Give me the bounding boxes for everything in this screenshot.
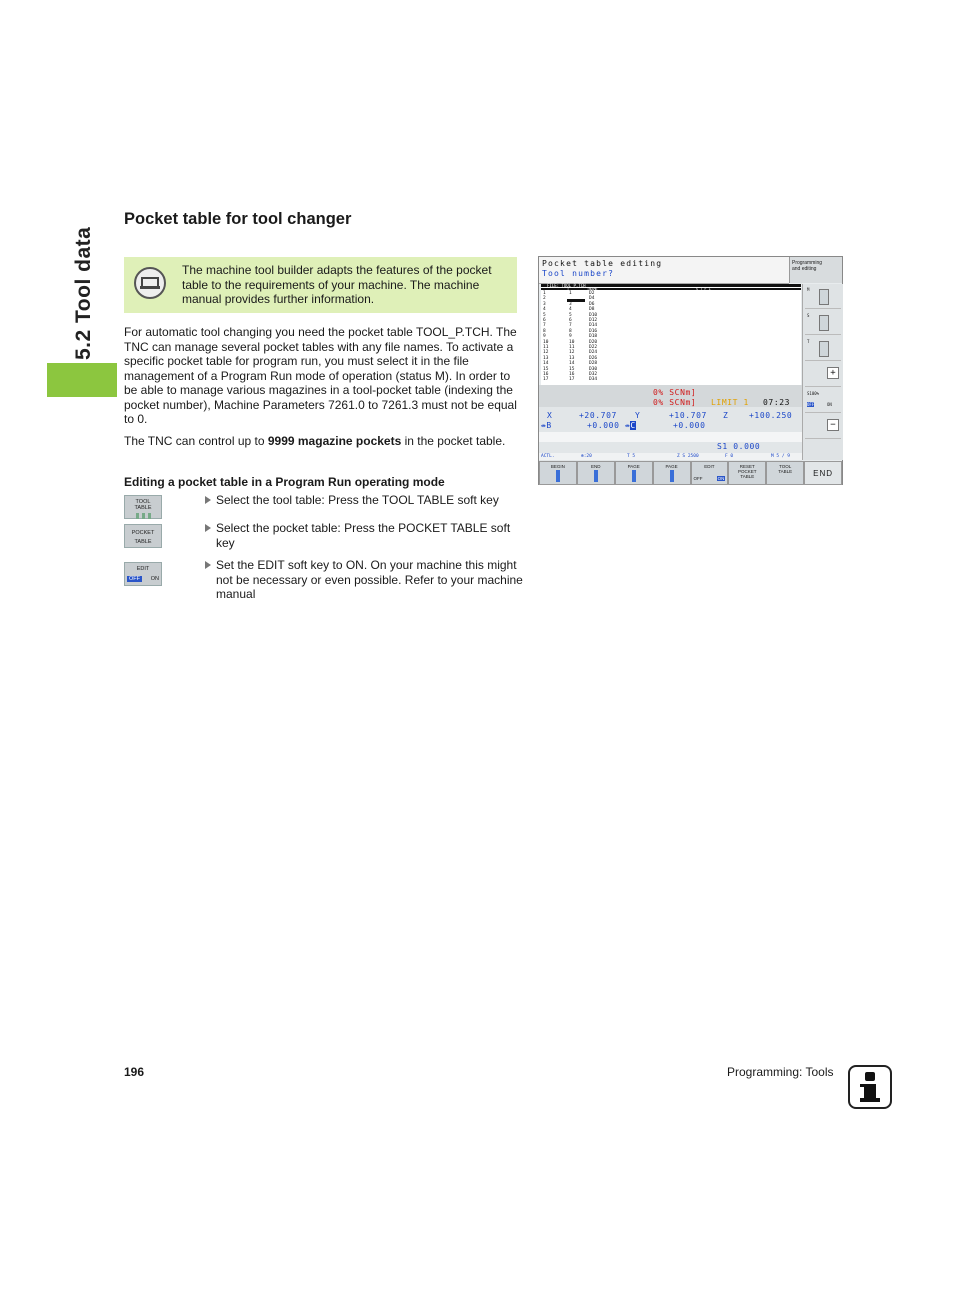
table-cell: 2	[543, 296, 546, 302]
table-cell: D8	[589, 307, 595, 313]
section-title: Pocket table for tool changer	[124, 210, 352, 228]
paragraph-magazine-pockets	[124, 434, 519, 449]
table-cell: 13	[543, 355, 549, 361]
table-cell: D32	[589, 372, 598, 377]
table-cell: 7	[569, 323, 572, 329]
y-label: Y	[635, 411, 641, 420]
c-value: +0.000	[673, 421, 706, 430]
spindle-icon	[819, 289, 829, 305]
pocket-table-softkey-l1: POCKET	[131, 530, 155, 536]
table-cell: 17	[543, 377, 549, 383]
pocket-table-grid	[541, 284, 801, 385]
screen-softkey-row	[539, 461, 842, 485]
arrow-up-icon	[556, 470, 560, 482]
table-cell: 13	[569, 355, 575, 361]
page-number: 196	[124, 1065, 145, 1079]
tool-change-icon	[819, 341, 829, 357]
mode-indicator	[789, 257, 842, 283]
x-value: +20.707	[579, 411, 617, 420]
table-cell: 15	[569, 366, 575, 372]
screen-header-line2: Tool number?	[542, 269, 615, 278]
table-cell: 4	[543, 307, 546, 313]
pocket-table-softkey[interactable]	[124, 524, 162, 548]
file-label: FILE: TOOL_P.TCH	[547, 283, 586, 288]
status-z: Z S 2500	[677, 454, 699, 459]
c-label: ↮C	[625, 421, 636, 430]
table-row[interactable]	[541, 378, 641, 383]
tool-icon	[819, 315, 829, 331]
table-row[interactable]	[541, 362, 641, 367]
side-key-m[interactable]: M	[805, 286, 841, 309]
tool-icons	[125, 513, 161, 519]
sk-reset-pocket-table[interactable]: RESET POCKET TABLE	[728, 461, 766, 485]
table-cell: 11	[543, 345, 549, 350]
sk-page-up[interactable]: PAGE	[615, 461, 653, 485]
side-key-plus[interactable]	[805, 364, 841, 387]
chapter-tab-marker	[47, 363, 117, 397]
limit-indicator: LIMIT 1	[711, 398, 749, 407]
status-f: F 0	[725, 454, 734, 459]
tool-table-softkey[interactable]	[124, 495, 162, 519]
spindle-speed: S1 0.000	[717, 442, 761, 451]
sk-begin[interactable]: BEGIN	[539, 461, 577, 485]
y-value: +10.707	[669, 411, 707, 420]
edit-on: ON	[150, 576, 159, 582]
side-key-minus[interactable]	[805, 416, 841, 439]
z-label: Z	[723, 411, 729, 420]
x-label: X	[547, 411, 553, 420]
table-cell: 12	[569, 350, 575, 356]
table-cell: D6	[589, 301, 595, 307]
side-key-t[interactable]: T	[805, 338, 841, 361]
z-value: +100.250	[749, 411, 793, 420]
feed-override-2: 0% SCNm]	[653, 398, 697, 407]
b-label: ↮B	[541, 421, 552, 430]
table-cell: 15	[543, 366, 549, 372]
side-key-s[interactable]: S	[805, 312, 841, 335]
pocket-table-softkey-l2: TABLE	[134, 539, 152, 545]
table-cell: 6	[543, 318, 546, 323]
table-cell: 8	[569, 328, 572, 334]
status-actl: ACTL.	[541, 454, 555, 459]
page-up-icon	[632, 470, 636, 482]
table-cell: 1	[569, 291, 572, 296]
sk-end-arrow[interactable]: END	[577, 461, 615, 485]
minus-icon: −	[827, 419, 839, 431]
right-side-softkeys	[802, 284, 843, 460]
table-cell: D18	[589, 334, 598, 340]
paragraph-pocket-table: For automatic tool changing you need the pocket table TOOL_P.TCH. The TNC can manage several pocket tables with any file names. To activate a specific pocket table for program run, you must select it in the file management of a Program Run mode of operation (status M). In order to be able to manage various magazines in a tool-pocket table (indexing the pocket number), Machine Parameters 7261.0 to 7261.3 must not be equal to 0.	[124, 325, 517, 426]
table-cell: D34	[589, 377, 598, 383]
page-down-icon	[670, 470, 674, 482]
table-cell: D4	[589, 296, 595, 302]
table-row[interactable]	[541, 335, 641, 340]
table-cell: D26	[589, 355, 598, 361]
status-sense: ⊛: 20	[581, 454, 592, 459]
sk-end[interactable]: END	[804, 461, 842, 485]
table-cell: 17	[569, 377, 575, 383]
table-cell: 14	[569, 361, 575, 367]
status-bar	[539, 453, 802, 460]
table-row[interactable]	[541, 308, 641, 313]
screen-header-line1: Pocket table editing	[542, 259, 663, 268]
edit-softkey[interactable]	[124, 562, 162, 586]
position-display	[539, 385, 802, 461]
p2-bold: 9999 magazine pockets	[267, 434, 402, 448]
side-key-s100[interactable]: S100% OFF ON	[805, 390, 841, 413]
table-cell: D20	[589, 339, 598, 345]
table-cell: D24	[589, 350, 598, 356]
clock: 07:23	[763, 398, 791, 407]
table-cell: 7	[543, 323, 546, 329]
table-cell: 11	[569, 345, 575, 350]
step-1: Select the tool table: Press the TOOL TABLE soft key	[205, 493, 523, 508]
table-cell: D10	[589, 312, 598, 318]
table-cell: 10	[569, 339, 575, 345]
table-cell: 3	[569, 301, 572, 307]
table-cell: 12	[543, 350, 549, 356]
table-cell: D12	[589, 318, 598, 323]
plus-icon: +	[827, 367, 839, 379]
table-cell: D30	[589, 366, 598, 372]
col-stfl: S T F L	[696, 287, 711, 291]
feed-override-1: 0% SCNm]	[653, 388, 697, 397]
footer-section: Programming: Tools	[727, 1065, 834, 1079]
table-cell: 5	[569, 312, 572, 318]
table-cell: D2	[589, 291, 595, 296]
subsection-title: Editing a pocket table in a Program Run operating mode	[124, 475, 445, 489]
table-cell: D22	[589, 345, 598, 350]
tool-table-softkey-l1: TOOL	[135, 499, 151, 505]
table-cell: 14	[543, 361, 549, 367]
table-cell: 5	[543, 312, 546, 318]
machine-note	[124, 257, 517, 313]
sk-page-down[interactable]: PAGE	[653, 461, 691, 485]
table-cell: D28	[589, 361, 598, 367]
screen-header	[539, 257, 789, 284]
p2-before: The TNC can control up to	[124, 434, 268, 448]
mode-line1: Programming	[792, 260, 823, 266]
status-m: M 5 / 9	[771, 454, 790, 459]
table-cell: 1	[543, 291, 546, 296]
table-cell: 3	[543, 301, 546, 307]
b-value: +0.000	[587, 421, 620, 430]
table-cell: 6	[569, 318, 572, 323]
step-3: Set the EDIT soft key to ON. On your machine this might not be necessary or even possible. Refer to your machine manual	[205, 558, 523, 602]
col-t: T	[567, 287, 570, 291]
sk-tool-table[interactable]: TOOL TABLE	[766, 461, 804, 485]
status-t: T 5	[627, 454, 636, 459]
chapter-side-title	[72, 212, 102, 360]
arrow-down-icon	[594, 470, 598, 482]
info-icon	[848, 1065, 892, 1109]
chapter-title-text: 5.2 Tool data	[72, 226, 95, 360]
table-cell: 10	[543, 339, 549, 345]
p2-after: in the pocket table.	[401, 434, 506, 448]
table-cell: D16	[589, 328, 598, 334]
sk-edit[interactable]: EDIT OFF ON	[691, 461, 729, 485]
table-cell: 9	[543, 334, 546, 340]
edit-softkey-label: EDIT	[136, 566, 150, 572]
tool-table-softkey-l2: TABLE	[134, 505, 152, 511]
table-cell: 16	[543, 372, 549, 377]
edit-off: OFF	[129, 576, 140, 582]
table-cell: 9	[569, 334, 572, 340]
table-cell: 4	[569, 307, 572, 313]
machine-icon	[134, 267, 166, 299]
table-cell: 16	[569, 372, 575, 377]
note-text: The machine tool builder adapts the features of the pocket table to the requirements of your machine. The machine manual provides further information.	[182, 263, 492, 306]
table-cell: D14	[589, 323, 598, 329]
mode-line2: and editing	[792, 266, 817, 272]
table-cell: 8	[543, 328, 546, 334]
col-tname: TNAME	[587, 287, 598, 291]
tnc-screenshot	[538, 256, 843, 485]
step-2: Select the pocket table: Press the POCKET TABLE soft key	[205, 521, 523, 550]
